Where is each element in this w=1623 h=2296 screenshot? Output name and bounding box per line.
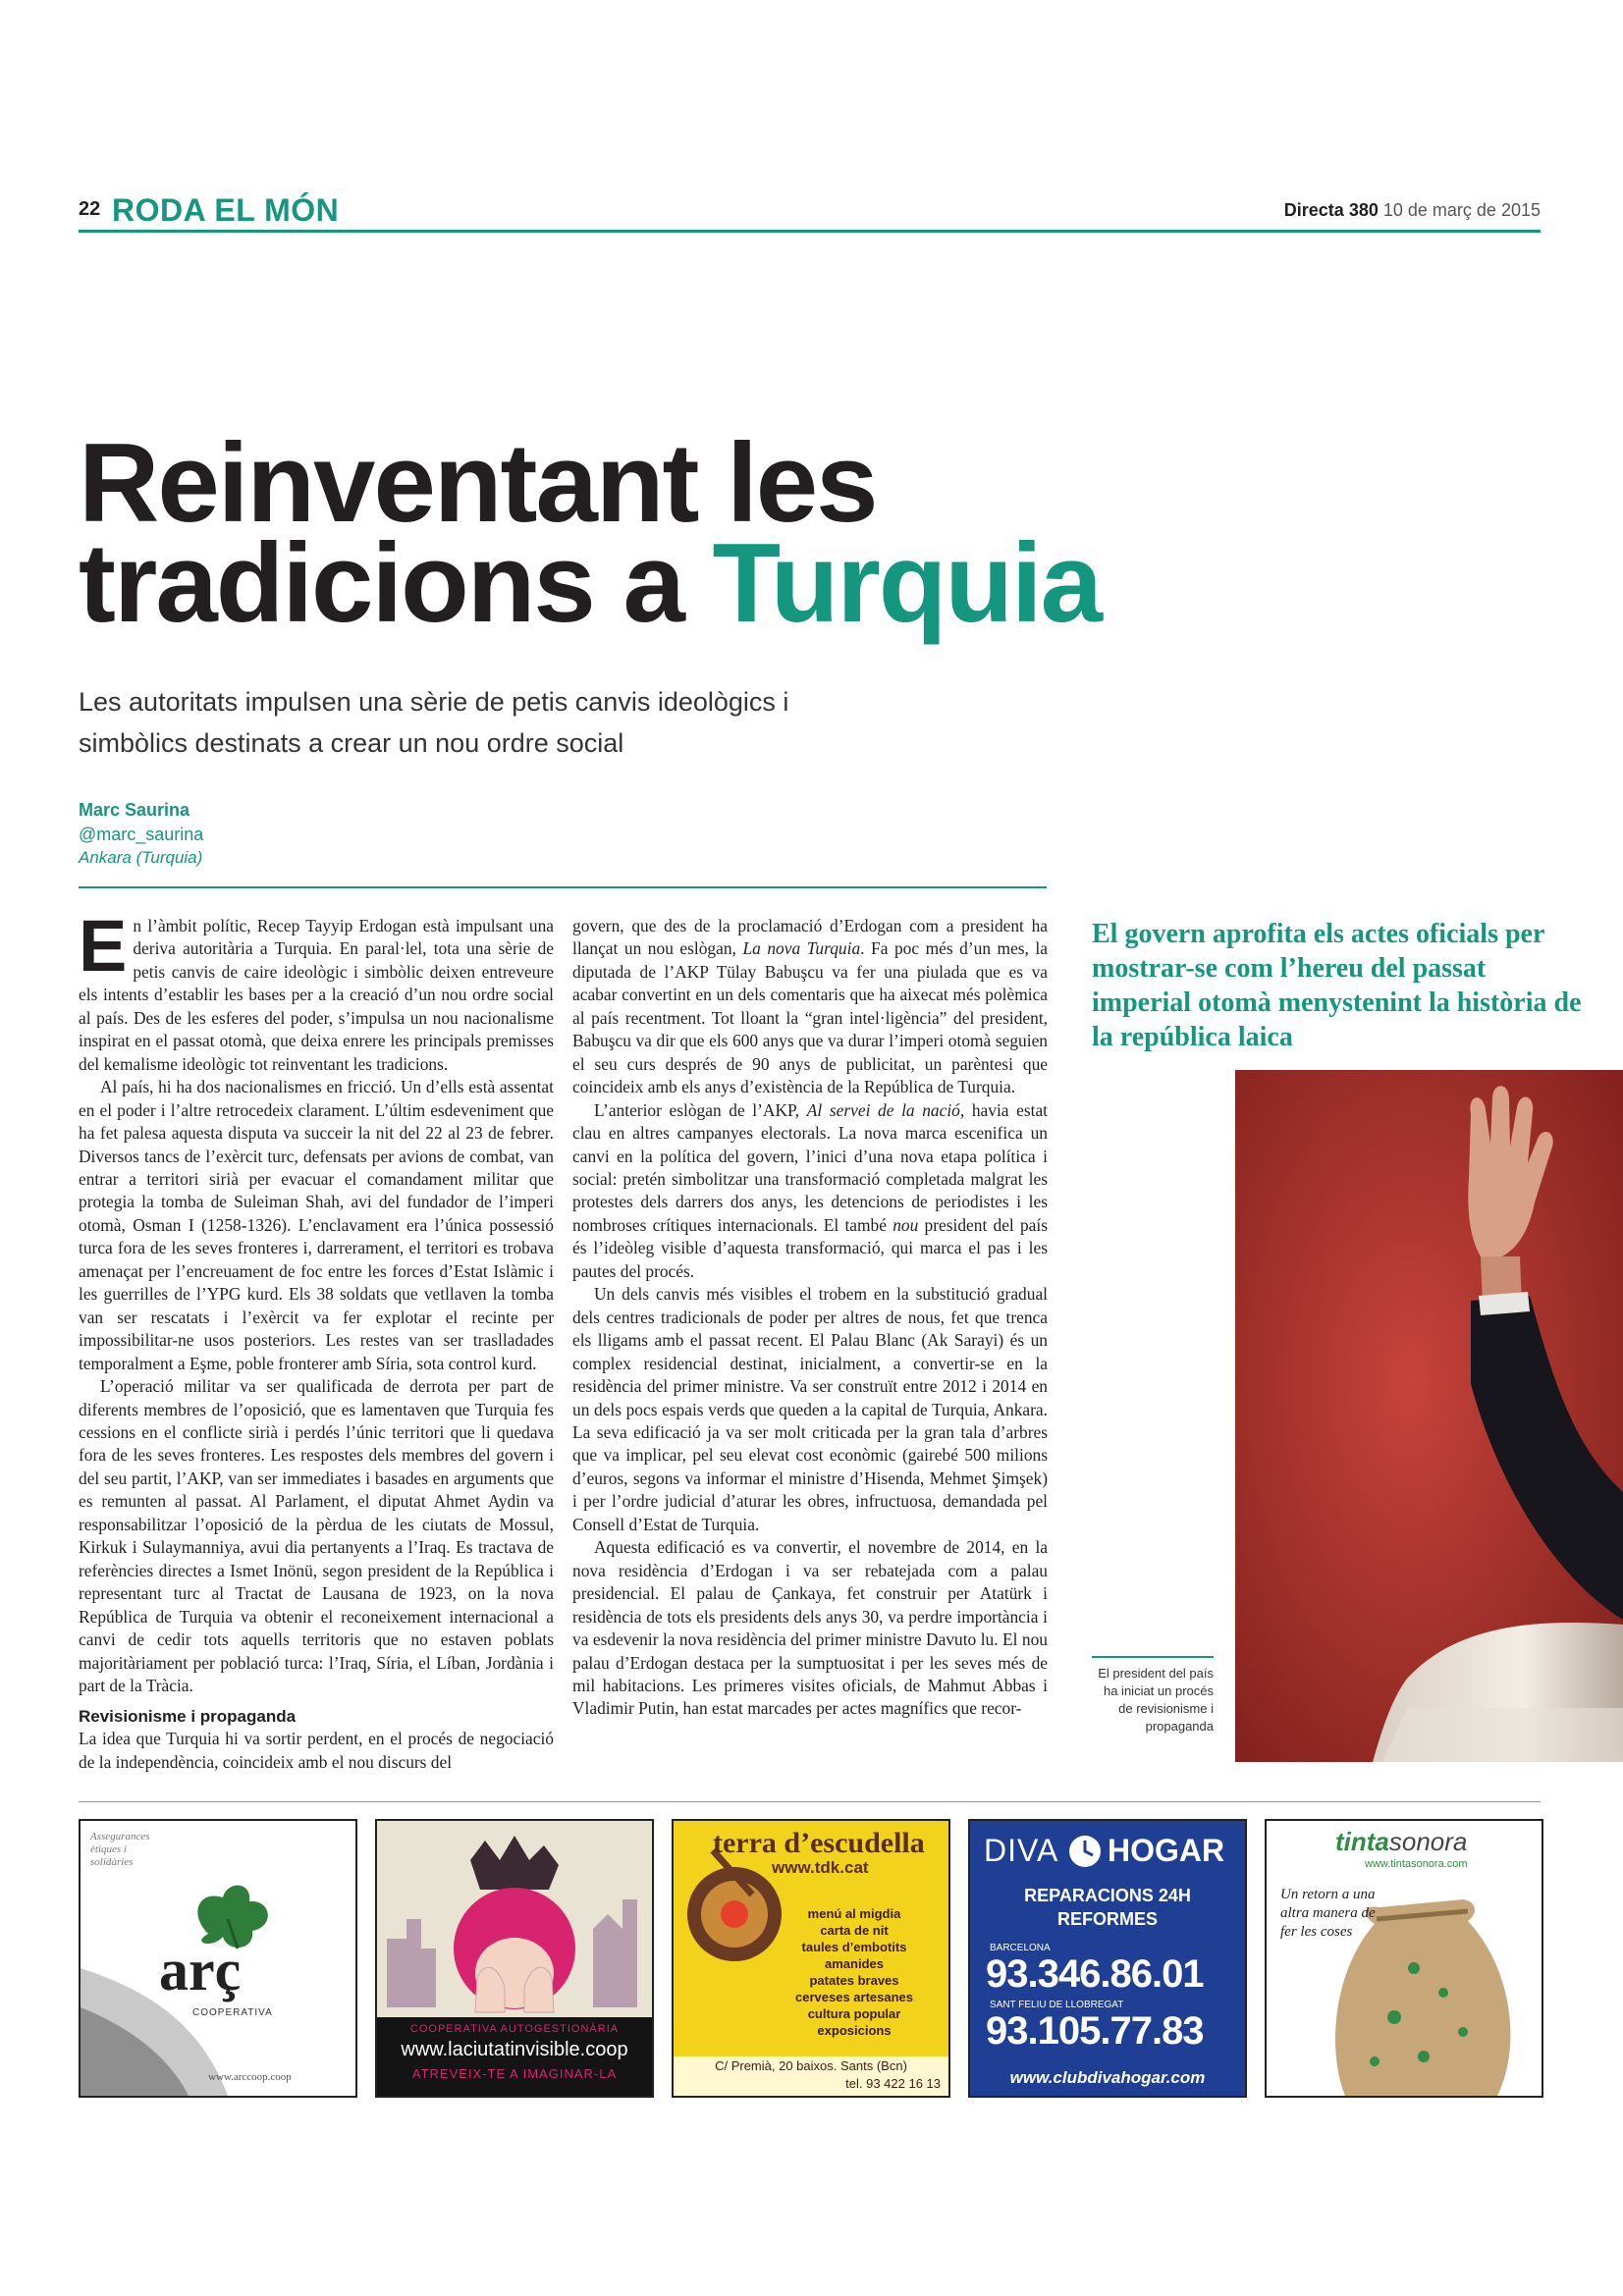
paragraph-text: govern, que des de la proclamació d’Erdogan com a president ha llançat un nou eslògan, [572, 916, 1048, 959]
ad-text: altra manera de [1280, 1905, 1376, 1921]
paragraph: Un dels canvis més visibles el trobem en la substitució gradual dels centres tradicionals de poder per altres de nous, fet que trenca els lligams amb el passat recent. El Palau Blanc (Ak Sarayi) és un complex residencial destinat, inicialment, a convertir-se en la residència del primer ministre. Va ser construït entre 2012 i 2014 en un dels pocs espais verds que queden a la capital de Turquia, Ankara. La seva edificació ja va ser molt criticada per la gran tala d’arbres que va implicar, pel seu elevat cost econòmic (gairebé 500 milions d’euros, segons va informar el ministre d’Hisenda, Mehmet Şimşek) i per l’ordre judicial d’aturar les obres, infructuosa, demandada pel Consell d’Estat de Turquia. [572, 1284, 1048, 1534]
ad-diva-hogar[interactable] [968, 1819, 1247, 2098]
paragraph: Aquesta edificació es va convertir, el novembre de 2014, en la nova residència d’Erdogan i va ser rebatejada com a palau presidencial. El palau de Çankaya, fet construir per Atatürk i residència de tots els presidents dels anys 30, va perdre importància i va esdevenir la nova residència del primer ministre Davuto lu. El nou palau d’Erdogan destaca per la sumptuositat i per les seves més de mil habitacions. Les primeres visites oficials, de Mahmut Abbas i Vladimir Putin, han estat marcades per actes magnífics que recor- [572, 1537, 1048, 1719]
ad-tinta-sonora[interactable] [1265, 1819, 1543, 2098]
paragraph-text: . Fa poc més d’un mes, la diputada de l’AKP Tülay Babuşcu va fer una piulada que es va acabar convertint en un dels comentaris que ha aixecat més polèmica al país recentment. Tot lloant la “gran intel·ligència” del president, Babuşcu va dir que els 600 anys que va durar l’imperi otomà seguien el seu curs després de 90 anys de publicitat, un parèntesi que coincideix amb els anys d’existència de la República de Turquia. [572, 938, 1048, 1097]
ad-ciutat-url[interactable]: www.laciutatinvisible.coop [401, 2039, 628, 2060]
ad-terra-item: amanides [825, 1956, 884, 1971]
ad-ciutat-line1: COOPERATIVA AUTOGESTIONÀRIA [409, 2023, 620, 2035]
paragraph-text: n l’àmbit polític, Recep Tayyip Erdogan està impulsant una deriva autoritària a Turquia. En paral·lel, tota una sèrie de petis canvis de caire ideològic i simbòlic deixen entreveure els intents d’establir les bases per a la creació d’un nou ordre social al país. Des de les esferes del poder, s’impulsa un nou nacionalisme inspirat en el passat otomà, que deixa enrere les principals premisses del kemalisme ideològic tot reinventant les tradicions. [79, 916, 554, 1074]
ad-diva-brand-right: HOGAR [1108, 1833, 1225, 1868]
author-name: Marc Saurina [79, 800, 190, 820]
ad-text: fer les coses [1280, 1924, 1353, 1940]
ad-text: Un retorn a una [1280, 1887, 1376, 1902]
ad-diva-service-1: REPARACIONS 24H [1024, 1886, 1191, 1905]
headline-line-2 [79, 521, 1453, 646]
ad-terra-item: taules d’embotits [801, 1940, 907, 1954]
slogan-italic: Al servei de la nació [806, 1099, 960, 1120]
ad-arc-brand: arç [159, 1938, 242, 2002]
paragraph-text: , havia estat clau en altres campanyes electorals. La nova marca escenifica un canvi en la política del govern, l’inici d’una nova etapa política i social: pretén simbolitzar una transformació completada malgrat les protestes dels darrers dos anys, les detencions de periodistes i les nombroses crítiques internacionals. El també [572, 1099, 1049, 1235]
ad-terra-item: carta de nit [820, 1923, 889, 1938]
ad-diva-brand-left: DIVA [984, 1833, 1059, 1868]
photo-caption: El president del país ha iniciat un procés de revisionisme i propaganda [1098, 1666, 1214, 1734]
ad-diva-service-2: REFORMES [1056, 1909, 1158, 1929]
headline [79, 421, 1453, 646]
byline-rule [79, 886, 1047, 888]
issue-date: 10 de març de 2015 [1382, 200, 1541, 220]
ad-diva-city-2: SANT FELIU DE LLOBREGAT [990, 2000, 1124, 2010]
ad-terra-item: patates braves [809, 1973, 899, 1988]
dateline-location: Ankara (Turquia) [79, 848, 203, 867]
author-handle: @marc_saurina [79, 825, 204, 844]
page-number: 22 [79, 198, 101, 220]
ad-tinta-brand [1335, 1827, 1467, 1857]
ad-terra-escudella[interactable] [672, 1819, 950, 2098]
ad-terra-address: C/ Premià, 20 baixos. Sants (Bcn) [715, 2058, 907, 2073]
ad-tinta-brand-b: sonora [1388, 1827, 1468, 1856]
ad-diva-url[interactable]: www.clubdivahogar.com [1009, 2068, 1206, 2087]
publication-name: Directa 380 [1283, 200, 1379, 220]
drop-cap: E [79, 905, 128, 987]
headline-line-1: Reinventant les [79, 421, 877, 546]
ad-tinta-slogan [1280, 1886, 1376, 1942]
ad-terra-phone: tel. 93 422 16 13 [845, 2076, 941, 2091]
paragraph [572, 1099, 1048, 1284]
ad-diva-phone-1[interactable]: 93.346.86.01 [986, 1952, 1204, 1996]
president-photo [1235, 1070, 1623, 1762]
photo-illustration [1235, 1070, 1623, 1762]
ad-terra-menu [772, 1905, 937, 2039]
caption-rule [1092, 1656, 1214, 1658]
ad-text: solidàries [90, 1856, 134, 1868]
ad-tinta-url[interactable]: www.tintasonora.com [1365, 1858, 1468, 1870]
ad-diva-phone-2[interactable]: 93.105.77.83 [986, 2009, 1204, 2053]
ad-arc-url[interactable]: www.arccoop.coop [208, 2071, 292, 2083]
ad-arc-cooperativa[interactable] [79, 1819, 357, 2098]
issue-info [1284, 200, 1541, 221]
pull-quote: El govern aprofita els actes oficials per mostrar-se com l’hereu del passat imperial otomà menystenint la història de la república laica [1092, 919, 1582, 1052]
ad-diva-city-1: BARCELONA [990, 1943, 1051, 1953]
ad-arc-sub: COOPERATIVA [192, 2007, 273, 2018]
slogan-italic: La nova Turquia [742, 938, 861, 959]
ad-terra-item: exposicions [817, 2023, 892, 2038]
article-column-2 [572, 915, 1048, 1721]
ad-la-ciutat-invisible[interactable] [375, 1819, 654, 2098]
paragraph: Al país, hi ha dos nacionalismes en fricció. Un d’ells està assentat en el poder i l’altre retrocedeix clarament. L’últim esdeveniment que ha fet palesa aquesta disputa va succeir la nit del 22 al 23 de febrer. Diversos tancs de l’exèrcit turc, defensats per avions de combat, van entrar a territori sirià per evacuar el comandament militar que protegia la tomba de Suleiman Shah, avi del fundador de l’imperi otomà, Osman I (1258-1326). L’enclavament era l’única possessió turca fora de les seves fronteres i, darrerament, el territori es trobava amenaçat per l’encreuament de foc entre les forces d’Estat Islàmic i les guerrilles de l’YPG kurd. Els 38 soldats que vetllaven la tomba van ser rescatats i l’exèrcit va fer explotar el recinte per impossibilitar-ne usos posteriors. Les restes van ser traslladades temporalment a Eşme, poble fronterer amb Síria, sota control kurd. [79, 1077, 554, 1373]
paragraph [79, 905, 554, 1076]
ad-arc-tagline [90, 1831, 150, 1869]
paragraph [572, 915, 1048, 1099]
ad-ciutat-line2: ATREVEIX-TE A IMAGINAR-LA [411, 2066, 618, 2081]
paragraph-text: L’anterior eslògan de l’AKP, [594, 1099, 800, 1120]
ad-terra-item: cerveses artesanes [795, 1990, 913, 2004]
ad-terra-brand: terra d’escudella [713, 1827, 925, 1859]
ad-text: Assegurances [90, 1831, 150, 1842]
headline-text: tradicions a [79, 521, 713, 646]
clock-icon [1066, 1833, 1104, 1870]
paragraph: La idea que Turquia hi va sortir perdent, en el procés de negociació de la independència, coincideix amb el nou discurs del [79, 1729, 554, 1772]
paragraph-text: president del país és l’ideòleg visible d’aquesta transformació, qui marca el pas i les pautes del procés. [572, 1214, 1049, 1281]
ad-text: ètiques i [90, 1843, 127, 1855]
ad-terra-item: cultura popular [807, 2006, 901, 2021]
paragraph: L’operació militar va ser qualificada de derrota per part de diferents membres de l’oposició, que es lamentaven que Turquia fes cessions en el conflicte sirià i perdés l’únic territori que li quedava fora de les seves fronteres. Les respostes dels membres del govern i del seu partit, l’AKP, van ser immediates i basades en arguments que es remunten al passat. Al Parlament, el diputat Ahmet Aydin va responsabilitzar l’oposició de la pèrdua de les ciutats de Mossul, Kirkuk i Sulaymanniya, avui dia pertanyents a l’Iraq. Es tractava de referències directes a Ismet Inönü, segon president de la República i representant turc al Tractat de Lausana de 1923, on la nova República de Turquia va obtenir el reconeixement internacional a canvi de cedir tots aquells territoris que no estaven poblats majoritàriament per població turca: l’Iraq, Síria, el Líban, Jordània i part de la Tràcia. [79, 1376, 554, 1695]
ad-tinta-brand-a: tinta [1335, 1827, 1389, 1856]
ads-rule [79, 1801, 1541, 1802]
headline-accent: Turquia [712, 521, 1102, 646]
ad-terra-url[interactable]: www.tdk.cat [772, 1858, 869, 1877]
header-rule [79, 230, 1541, 233]
section-title: RODA EL MÓN [112, 192, 340, 228]
section-subhead: Revisionisme i propaganda [79, 1707, 297, 1727]
article-column-1 [79, 905, 554, 1774]
ad-terra-item: menú al migdia [807, 1906, 901, 1921]
subheadline: Les autoritats impulsen una sèrie de petis canvis ideològics i simbòlics destinats a crear un nou ordre social [79, 687, 789, 758]
emphasis-italic: nou [893, 1214, 919, 1235]
